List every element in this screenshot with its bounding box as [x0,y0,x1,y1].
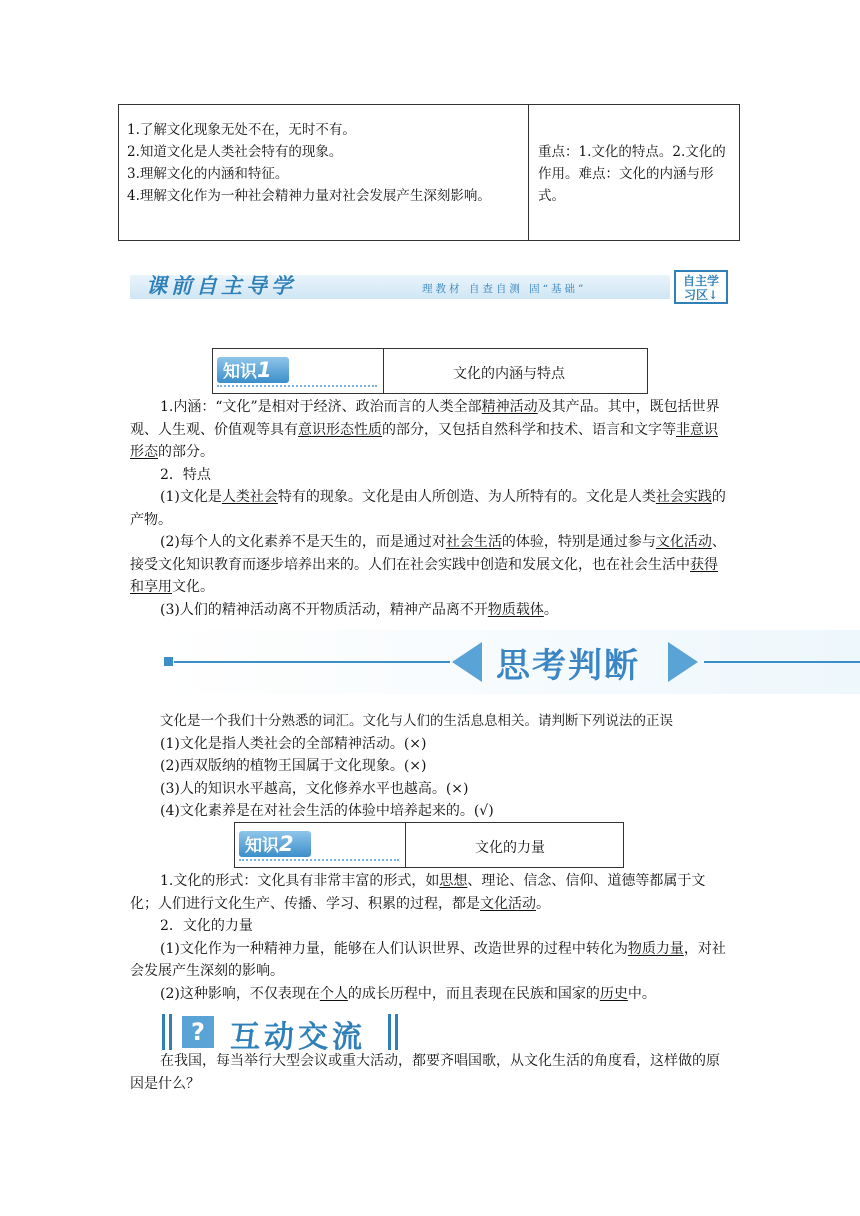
right-arrow-icon [668,642,698,682]
knowledge2-title: 文化的力量 [475,840,545,856]
think-judge-banner [160,630,860,694]
think-item: (2)西双版纳的植物王国属于文化现象。(×) [160,758,427,774]
banner-square [164,657,173,666]
think-item: (1)文化是指人类社会的全部精神活动。(×) [160,735,427,752]
key-points: 重点：1.文化的特点。2.文化的作用。难点：文化的内涵与形式。 [538,144,726,204]
self-study-badge: 自主学 习区↓ [674,270,728,304]
knowledge1-p5: (3)人们的精神活动离不开物质活动，精神产品离不开物质载体。 [160,601,558,618]
objectives-list [119,105,529,240]
knowledge2-p4: (2)这种影响，不仅表现在个人的成长历程中，而且表现在民族和国家的历史中。 [160,985,656,1002]
knowledge1-p3: (1)文化是人类社会特有的现象。文化是由人所创造、为人所特有的。文化是人类社会实践的产物。 [130,489,726,528]
objective-item: 1.了解文化现象无处不在，无时不有。 [127,122,356,138]
knowledge1-p4: (2)每个人的文化素养不是天生的，而是通过对社会生活的体验，特别是通过参与文化活动、接受文化知识教育而逐步培养出来的。人们在社会实践中创造和发展文化，也在社会生活中获得和享用文化。 [130,534,726,595]
knowledge1-header [212,348,648,394]
objectives-table [118,104,740,241]
knowledge1-title: 文化的内涵与特点 [453,366,565,382]
banner-subtitle: 理教材 自查自测 固“基础” [422,283,587,295]
interact-title: 互动交流 [230,1020,366,1055]
think-title: 思考判断 [496,646,640,686]
knowledge1-p1: 1.内涵：“文化”是相对于经济、政治而言的人类全部精神活动及其产品。其中，既包括世界观、人生观、价值观等具有意识形态性质的部分，又包括自然科学和技术、语言和文字等非意识形态的部分。 [130,399,720,460]
interact-heading [160,1012,400,1055]
knowledge2-p1: 1.文化的形式：文化具有非常丰富的形式，如思想、理论、信念、信仰、道德等都属于文化；人们进行文化生产、传播、学习、积累的过程，都是文化活动。 [130,873,706,912]
knowledge2-header [234,822,624,868]
think-item: (4)文化素养是在对社会生活的体验中培养起来的。(√) [160,803,494,819]
knowledge1-p2: 2．特点 [160,466,211,483]
knowledge2-body [130,870,730,1005]
knowledge2-p2: 2．文化的力量 [160,918,253,934]
think-intro: 文化是一个我们十分熟悉的词汇。文化与人们的生活息息相关。请判断下列说法的正误 [160,713,673,729]
objective-item: 2.知道文化是人类社会特有的现象。 [127,144,343,160]
knowledge2-p3: (1)文化作为一种精神力量，能够在人们认识世界、改造世界的过程中转化为物质力量，对社会发展产生深刻的影响。 [130,940,726,979]
banner-title: 课前自主导学 [146,273,296,298]
knowledge-badge: 知识1 [217,357,377,389]
question-icon: ? [182,1016,214,1048]
think-body [130,710,740,823]
knowledge-badge: 知识2 [239,831,399,863]
knowledge1-body [130,396,730,621]
objective-item: 4.理解文化作为一种社会精神力量对社会发展产生深刻影响。 [127,188,491,204]
left-arrow-icon [452,642,482,682]
think-item: (3)人的知识水平越高，文化修养水平也越高。(×) [160,780,469,797]
interact-question: 在我国，每当举行大型会议或重大活动，都要齐唱国歌，从文化生活的角度看，这样做的原因是什么？ [130,1053,720,1092]
section-banner [130,262,730,306]
objective-item: 3.理解文化的内涵和特征。 [127,166,289,182]
